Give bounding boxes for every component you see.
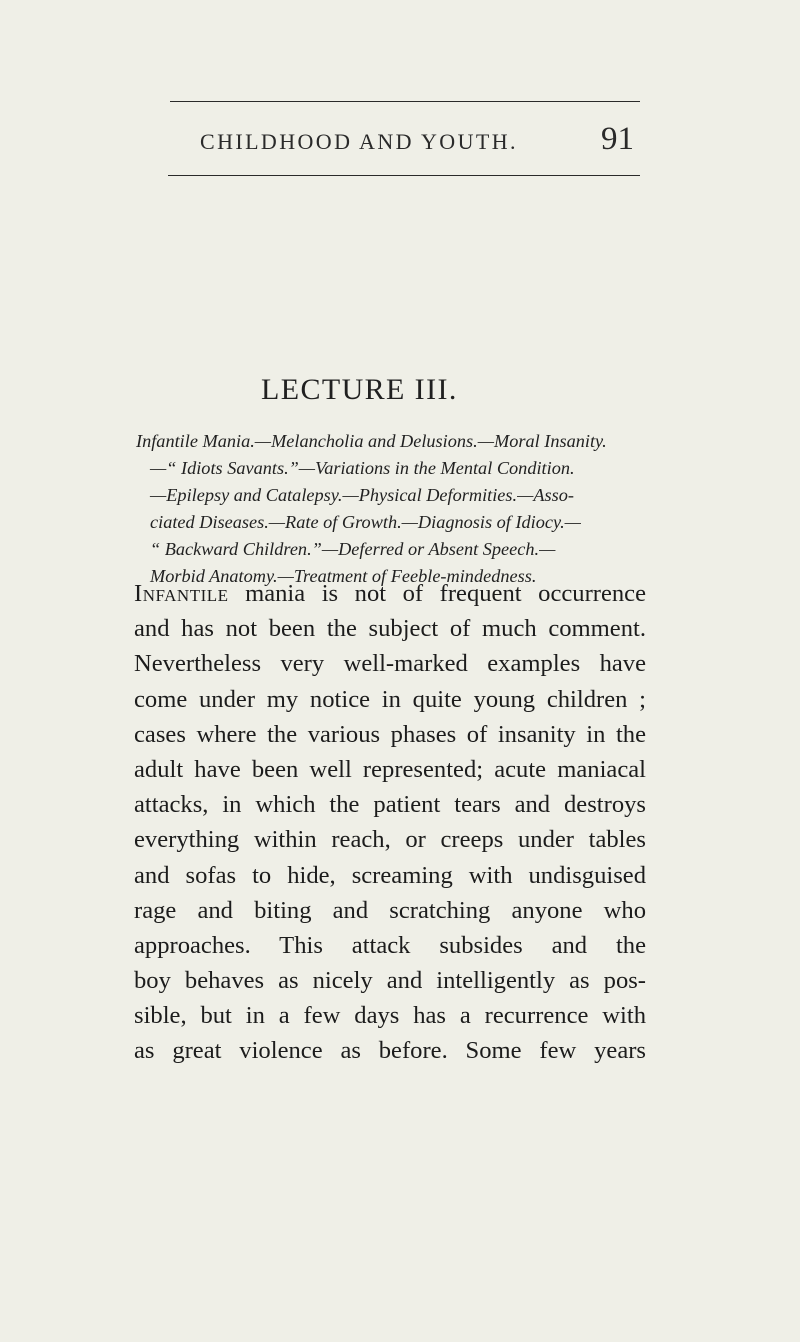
body-line: boy behaves as nicely and intelligently as pos- [134,967,646,995]
body-line: and sofas to hide, screaming with undisguised [134,861,646,889]
summary-line: Morbid Anatomy.—Treatment of Feeble-mindedness. [150,566,537,586]
body-line-first [134,576,646,611]
body-line: rage and biting and scratching anyone who [134,896,646,924]
first-line-text: mania is not of frequent occurrence [228,580,646,607]
summary-line: —“ Idiots Savants.”—Variations in the Mental Condition. [150,458,575,478]
body-line: and has not been the subject of much comment. [134,615,646,643]
body-paragraph [134,576,646,1069]
summary-line: —Epilepsy and Catalepsy.—Physical Deformities.—Asso- [150,485,574,505]
body-line: sible, but in a few days has a recurrence with [134,1002,646,1030]
lecture-title: LECTURE III. [261,373,458,406]
summary-line: “ Backward Children.”—Deferred or Absent Speech.— [150,539,556,559]
top-rule [170,101,640,102]
page-number: 91 [601,121,634,157]
body-line: cases where the various phases of insanity in the [134,720,646,748]
body-line: approaches. This attack subsides and the [134,931,646,959]
running-head: CHILDHOOD AND YOUTH. [200,129,518,154]
lecture-summary [136,428,646,590]
opening-word: Infantile [134,580,229,607]
body-line: adult have been well represented; acute maniacal [134,755,646,783]
body-line: as great violence as before. Some few years [134,1037,646,1065]
header-rule [168,175,640,176]
body-line: attacks, in which the patient tears and destroys [134,791,646,819]
summary-line: ciated Diseases.—Rate of Growth.—Diagnosis of Idiocy.— [150,512,581,532]
body-line: Nevertheless very well-marked examples have [134,650,646,678]
body-line: come under my notice in quite young children ; [134,685,646,713]
summary-line: Infantile Mania.—Melancholia and Delusions.—Moral Insanity. [136,431,607,451]
body-line: everything within reach, or creeps under tables [134,826,646,854]
